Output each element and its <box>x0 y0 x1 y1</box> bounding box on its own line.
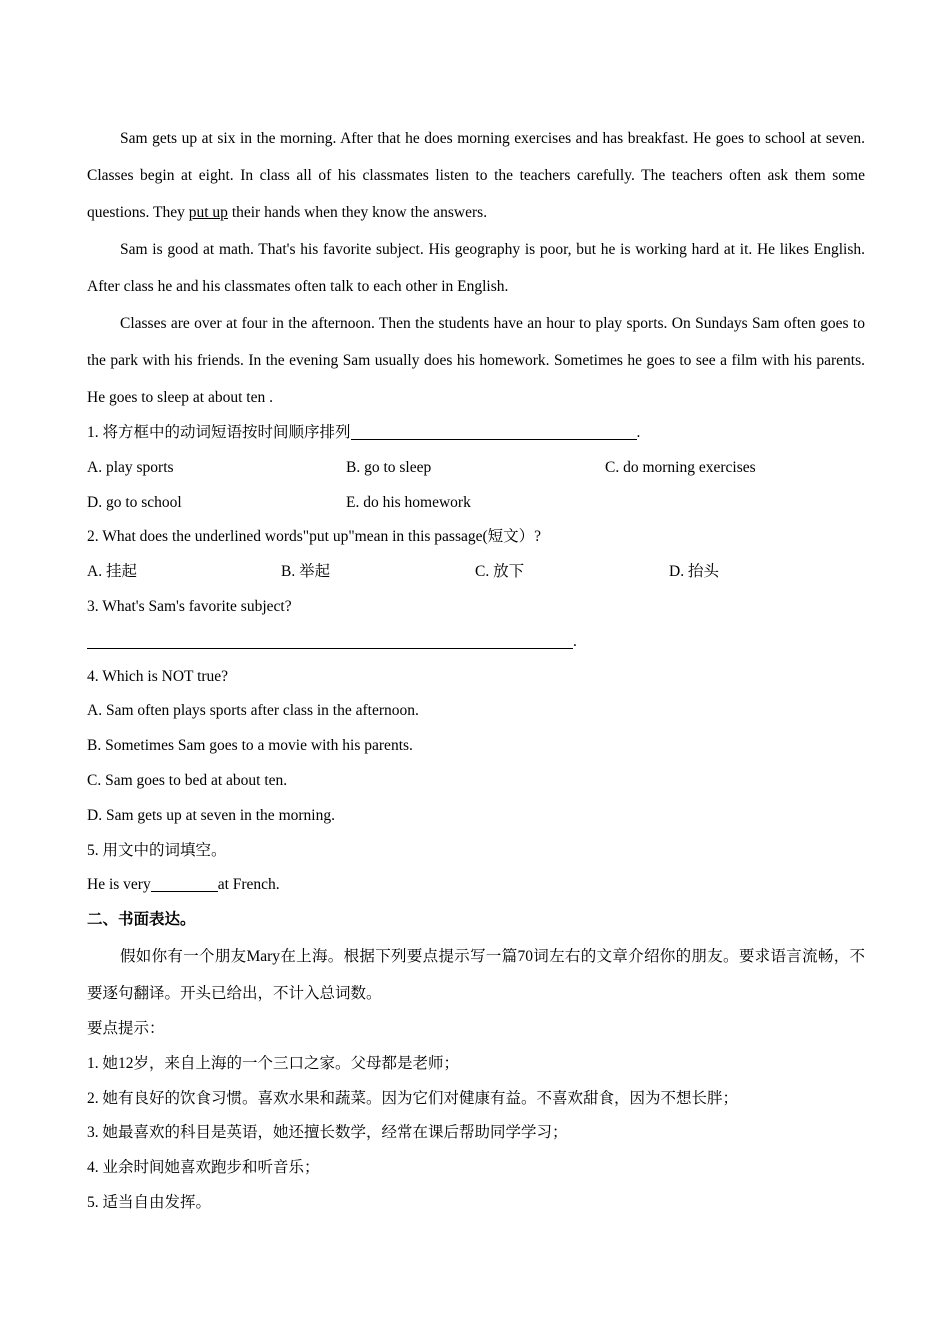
answer-blank[interactable] <box>151 876 218 893</box>
question-3-end: . <box>573 632 577 650</box>
section-heading: 二、书面表达。 <box>87 911 196 929</box>
question-2-options <box>87 555 865 590</box>
answer-blank[interactable] <box>87 632 573 649</box>
option: D. 抬头 <box>669 563 719 581</box>
question-5-sentence <box>87 868 865 903</box>
question-4-stem: 4. Which is NOT true? <box>87 667 229 685</box>
option: A. 挂起 <box>87 563 137 581</box>
question-2-stem: 2. What does the underlined words"put up"mean in this passage(短文）? <box>87 528 542 546</box>
option: C. do morning exercises <box>605 458 756 476</box>
option: B. 举起 <box>281 563 331 581</box>
question-3-answer-line <box>87 625 865 660</box>
answer-blank[interactable] <box>351 424 637 441</box>
option: C. Sam goes to bed at about ten. <box>87 771 288 789</box>
option: A. Sam often plays sports after class in the afternoon. <box>87 702 419 720</box>
passage-text: Sam gets up at six in the morning. After that he does morning exercises and has breakfast. He goes to school at seven. Classes begin at eight. In class all of his classmates listen to the teachers carefully. The teachers often ask them some questions. They <box>87 130 865 221</box>
option: D. Sam gets up at seven in the morning. <box>87 806 335 824</box>
passage-paragraph-1 <box>87 120 865 231</box>
point-item: 3. 她最喜欢的科目是英语，她还擅长数学，经常在课后帮助同学学习； <box>87 1124 568 1142</box>
passage-paragraph-2: Sam is good at math. That's his favorite subject. His geography is poor, but he is working hard at it. He likes English. After class he and his classmates often talk to each other in English. <box>87 241 865 295</box>
question-1-end: . <box>636 424 641 441</box>
question-1-options-row-1 <box>87 451 865 486</box>
question-1 <box>87 416 865 451</box>
point-item: 5. 适当自由发挥。 <box>87 1193 212 1211</box>
writing-instructions: 假如你有一个朋友Mary在上海。根据下列要点提示写一篇70词左右的文章介绍你的朋友。要求语言流畅，不要逐句翻译。开头已给出，不计入总词数。 <box>87 947 865 1002</box>
option: B. Sometimes Sam goes to a movie with his parents. <box>87 737 413 755</box>
option: C. 放下 <box>475 563 525 581</box>
question-1-stem: 1. 将方框中的动词短语按时间顺序排列 <box>87 424 351 441</box>
points-label: 要点提示： <box>87 1019 165 1037</box>
passage-paragraph-3: Classes are over at four in the afternoon. Then the students have an hour to play sports. On Sundays Sam often goes to the park with his friends. In the evening Sam usually does his homework. Sometimes he goes to see a film with his parents. He goes to sleep at about ten . <box>87 315 865 406</box>
option: D. go to school <box>87 493 182 511</box>
point-item: 2. 她有良好的饮食习惯。喜欢水果和蔬菜。因为它们对健康有益。不喜欢甜食，因为不想长胖； <box>87 1089 739 1107</box>
point-item: 1. 她12岁，来自上海的一个三口之家。父母都是老师； <box>87 1054 460 1072</box>
question-3-stem: 3. What's Sam's favorite subject? <box>87 597 292 615</box>
sentence-text: He is very <box>87 876 151 894</box>
option: A. play sports <box>87 458 174 476</box>
underlined-phrase: put up <box>188 204 228 221</box>
option: E. do his homework <box>346 493 471 511</box>
document-page <box>87 120 865 1221</box>
option: B. go to sleep <box>346 458 432 476</box>
sentence-text: at French. <box>217 876 280 894</box>
question-1-options-row-2 <box>87 486 865 521</box>
passage-text: their hands when they know the answers. <box>227 204 488 221</box>
question-5-stem: 5. 用文中的词填空。 <box>87 841 227 859</box>
point-item: 4. 业余时间她喜欢跑步和听音乐； <box>87 1159 320 1177</box>
